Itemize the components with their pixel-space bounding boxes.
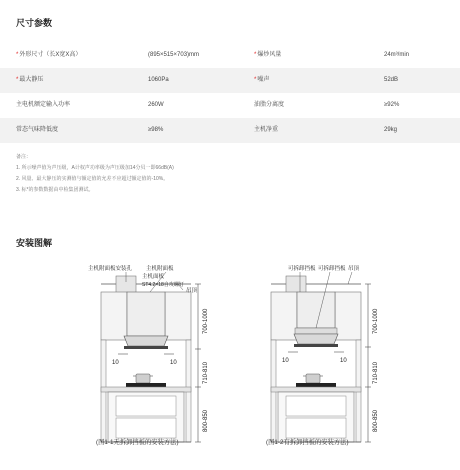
callout-screw: ST4.2×18自攻螺钉 [142, 282, 184, 288]
pot [136, 374, 150, 383]
dim-middle-label: 710-810 [373, 361, 379, 384]
note-item: 2. 风量、最大静压的实测值与额定值的允差不应超过额定值的-10%。 [16, 176, 169, 182]
spec-label-text: 爆炒风量 [257, 52, 282, 58]
spec-label [254, 43, 281, 68]
spec-row [0, 118, 460, 143]
hood-body [127, 292, 165, 336]
section-title-installation: 安装图解 [16, 238, 53, 248]
cabinet-drawer [116, 396, 176, 416]
upper-cabinet-right [335, 292, 361, 340]
spec-label: 主机净重 [254, 127, 279, 133]
spec-label: 油脂分离度 [254, 102, 285, 108]
note-item: 3. 标*的参数数据由中检集团测试。 [16, 187, 94, 193]
gap-right-label: 10 [340, 358, 347, 364]
gap-left-label: 10 [282, 358, 289, 364]
cooktop [126, 383, 166, 387]
callout-ceiling: 吊顶 [348, 266, 360, 272]
upper-cabinet-right [165, 292, 191, 340]
required-star: * [16, 52, 19, 58]
dim-middle-label: 710-810 [203, 361, 209, 384]
gap-left-label: 10 [112, 360, 119, 366]
countertop [101, 387, 191, 392]
spec-label-text: 外形尺寸（长X宽X高） [19, 52, 82, 58]
required-star: * [16, 77, 19, 83]
required-star: * [254, 77, 257, 83]
spec-table [0, 43, 460, 143]
diagram-2-caption: (图1-2有拆卸挡板的安装方法) [266, 439, 349, 446]
spec-value: 1060Pa [148, 77, 169, 83]
installation-diagram-1 [86, 262, 226, 452]
removable-baffle [295, 328, 337, 334]
spec-value: 24m³/min [384, 52, 410, 58]
note-item: 1. 所示噪声值为声压级，A计权声功率级为声压级加14分贝一即66dB(A) [16, 165, 174, 171]
spec-value: (895×515×703)mm [148, 52, 200, 58]
hood-body [297, 292, 335, 328]
gap-right-label: 10 [170, 360, 177, 366]
spec-value: 52dB [384, 77, 399, 83]
diagram-1-drawing [86, 262, 226, 452]
spec-label: 常态气味降低度 [16, 127, 59, 133]
callout-main-panel: 主机面板 [142, 274, 165, 280]
spec-label [16, 43, 81, 68]
dim-upper-label: 700-1000 [373, 308, 379, 334]
installation-diagram-2 [256, 262, 396, 452]
callout-removable-baffle: 可拆卸挡板 [318, 266, 346, 272]
callout-mount-hole: 主机附面板安装孔 [88, 266, 133, 272]
spec-value: ≥92% [384, 102, 400, 108]
spec-row [0, 93, 460, 118]
spec-label-text: 最大静压 [19, 77, 44, 83]
callout-attach-panel: 主机附面板 [146, 266, 174, 272]
spec-row [0, 43, 460, 68]
pot [306, 374, 320, 383]
spec-value: 260W [148, 102, 164, 108]
hood-edge [294, 344, 338, 347]
hood-panel [124, 336, 168, 346]
cabinet-drawer [286, 396, 346, 416]
spec-label: 主电机额定输入功率 [16, 102, 71, 108]
notes-heading: 备注： [16, 154, 32, 160]
spec-value: ≥98% [148, 127, 164, 133]
countertop [271, 387, 361, 392]
cabinet-door [116, 418, 176, 438]
required-star: * [254, 52, 257, 58]
spec-value: 29kg [384, 127, 398, 133]
callout-ceiling: 吊顶 [186, 288, 198, 294]
spec-label [16, 68, 43, 93]
spec-label-text: 噪声 [257, 77, 270, 83]
dim-upper-label: 700-1000 [203, 308, 209, 334]
section-title-dimensions: 尺寸参数 [16, 18, 53, 28]
diagram-1-caption: (图1-1无拆卸挡板的安装方法) [96, 439, 179, 446]
spec-row [0, 68, 460, 93]
dim-lower-label: 800-850 [373, 409, 379, 432]
upper-cabinet-left [271, 292, 297, 340]
notes [16, 152, 174, 196]
diagram-2-drawing [256, 262, 396, 452]
dim-lower-label: 800-850 [203, 409, 209, 432]
cooktop [296, 383, 336, 387]
spec-label [254, 68, 269, 93]
upper-cabinet-left [101, 292, 127, 340]
callout-removable-baffle-left: 可拆卸挡板 [288, 266, 316, 272]
duct [286, 276, 306, 294]
hood-edge [124, 346, 168, 349]
cabinet-door [286, 418, 346, 438]
hood-panel [294, 334, 338, 344]
